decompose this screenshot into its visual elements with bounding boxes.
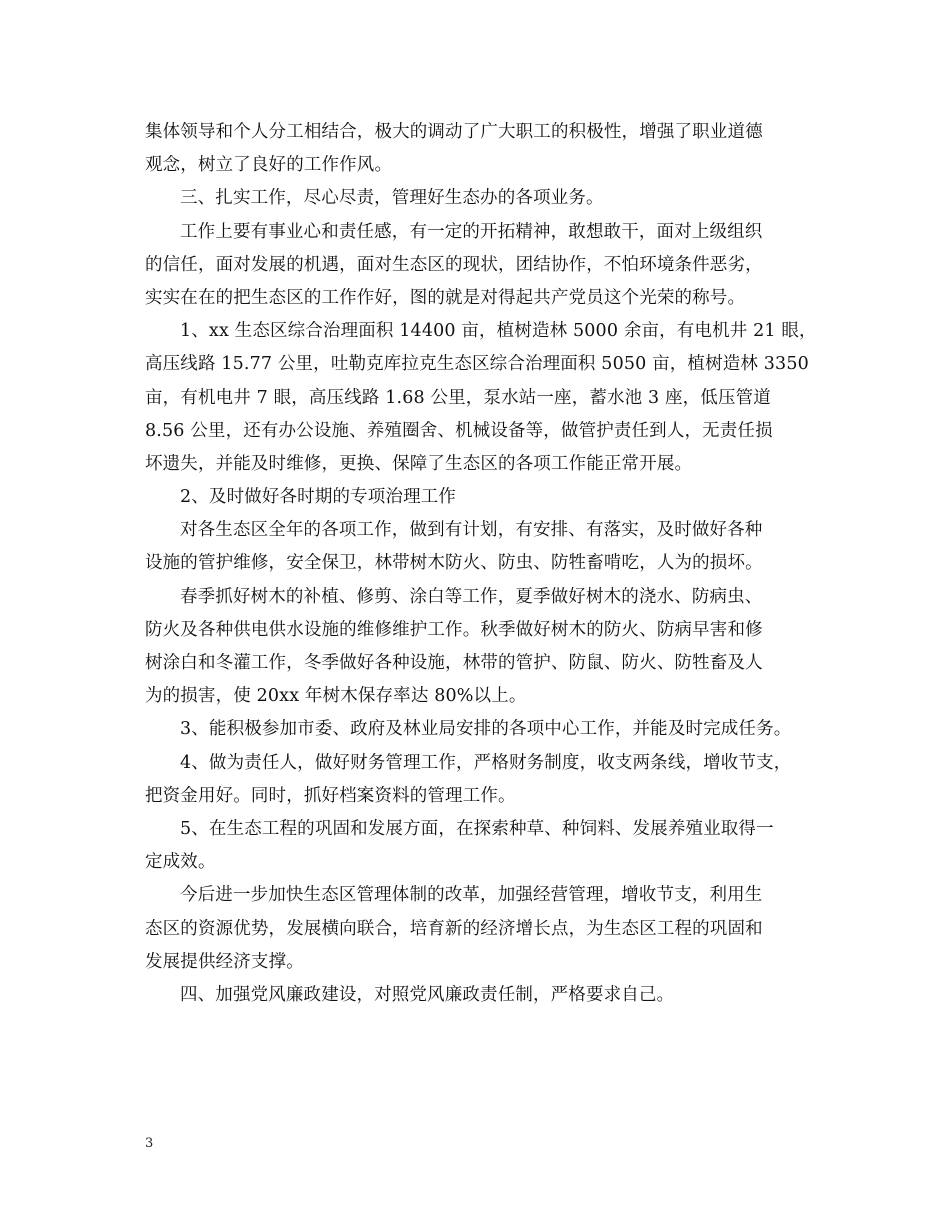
text-line: 亩，有机电井 7 眼，高压线路 1.68 公里，泵水站一座，蓄水池 3 座，低压管道 xyxy=(145,387,771,408)
text-line: 定成效。 xyxy=(145,852,216,873)
section-heading: 四、加强党风廉政建设，对照党风廉政责任制，严格要求自己。 xyxy=(180,984,675,1005)
text-line: 8.56 公里，还有办公设施、养殖圈舍、机械设备等，做管护责任到人，无责任损 xyxy=(145,420,773,441)
text-line: 把资金用好。同时，抓好档案资料的管理工作。 xyxy=(145,785,516,806)
text-line: 5、在生态工程的巩固和发展方面，在探索种草、种饲料、发展养殖业取得一 xyxy=(180,818,774,839)
text-line: 4、做为责任人，做好财务管理工作，严格财务制度，收支两条线，增收节支， xyxy=(180,752,792,773)
text-line: 发展提供经济支撑。 xyxy=(145,951,304,972)
text-line: 今后进一步加快生态区管理体制的改革，加强经营管理，增收节支，利用生 xyxy=(180,885,763,906)
text-line: 对各生态区全年的各项工作，做到有计划，有安排、有落实，及时做好各种 xyxy=(180,520,763,541)
text-line: 为的损害，使 20xx 年树木保存率达 80%以上。 xyxy=(145,686,527,707)
text-line: 3、能积极参加市委、政府及林业局安排的各项中心工作，并能及时完成任务。 xyxy=(180,719,792,740)
section-heading: 三、扎实工作，尽心尽责，管理好生态办的各项业务。 xyxy=(180,188,604,209)
text-line: 态区的资源优势，发展横向联合，培育新的经济增长点，为生态区工程的巩固和 xyxy=(145,918,763,939)
page-number: 3 xyxy=(145,1136,154,1151)
text-line: 集体领导和个人分工相结合，极大的调动了广大职工的积极性，增强了职业道德 xyxy=(145,122,763,142)
text-line: 春季抓好树木的补植、修剪、涂白等工作，夏季做好树木的浇水、防病虫、 xyxy=(180,586,763,607)
text-line: 防火及各种供电供水设施的维修维护工作。秋季做好树木的防火、防病早害和修 xyxy=(145,619,763,640)
text-line: 2、及时做好各时期的专项治理工作 xyxy=(180,487,457,508)
text-line: 的信任，面对发展的机遇，面对生态区的现状，团结协作，不怕环境条件恶劣， xyxy=(145,254,763,275)
text-line: 工作上要有事业心和责任感，有一定的开拓精神，敢想敢干，面对上级组织 xyxy=(180,221,763,242)
text-line: 1、xx 生态区综合治理面积 14400 亩，植树造林 5000 余亩，有电机井 21 眼， xyxy=(180,321,817,342)
text-line: 坏遗失，并能及时维修，更换、保障了生态区的各项工作能正常开展。 xyxy=(145,453,693,474)
text-line: 设施的管护维修，安全保卫，林带树木防火、防虫、防牲畜啃吃，人为的损坏。 xyxy=(145,553,763,574)
text-line: 树涂白和冬灌工作，冬季做好各种设施，林带的管护、防鼠、防火、防牲畜及人 xyxy=(145,653,763,673)
text-line: 观念，树立了良好的工作作风。 xyxy=(145,155,393,176)
text-line: 高压线路 15.77 公里，吐勒克库拉克生态区综合治理面积 5050 亩，植树造林 3350 xyxy=(145,354,809,375)
body-text xyxy=(145,116,817,1012)
text-line: 实实在在的把生态区的工作作好，图的就是对得起共产党员这个光荣的称号。 xyxy=(145,287,746,308)
